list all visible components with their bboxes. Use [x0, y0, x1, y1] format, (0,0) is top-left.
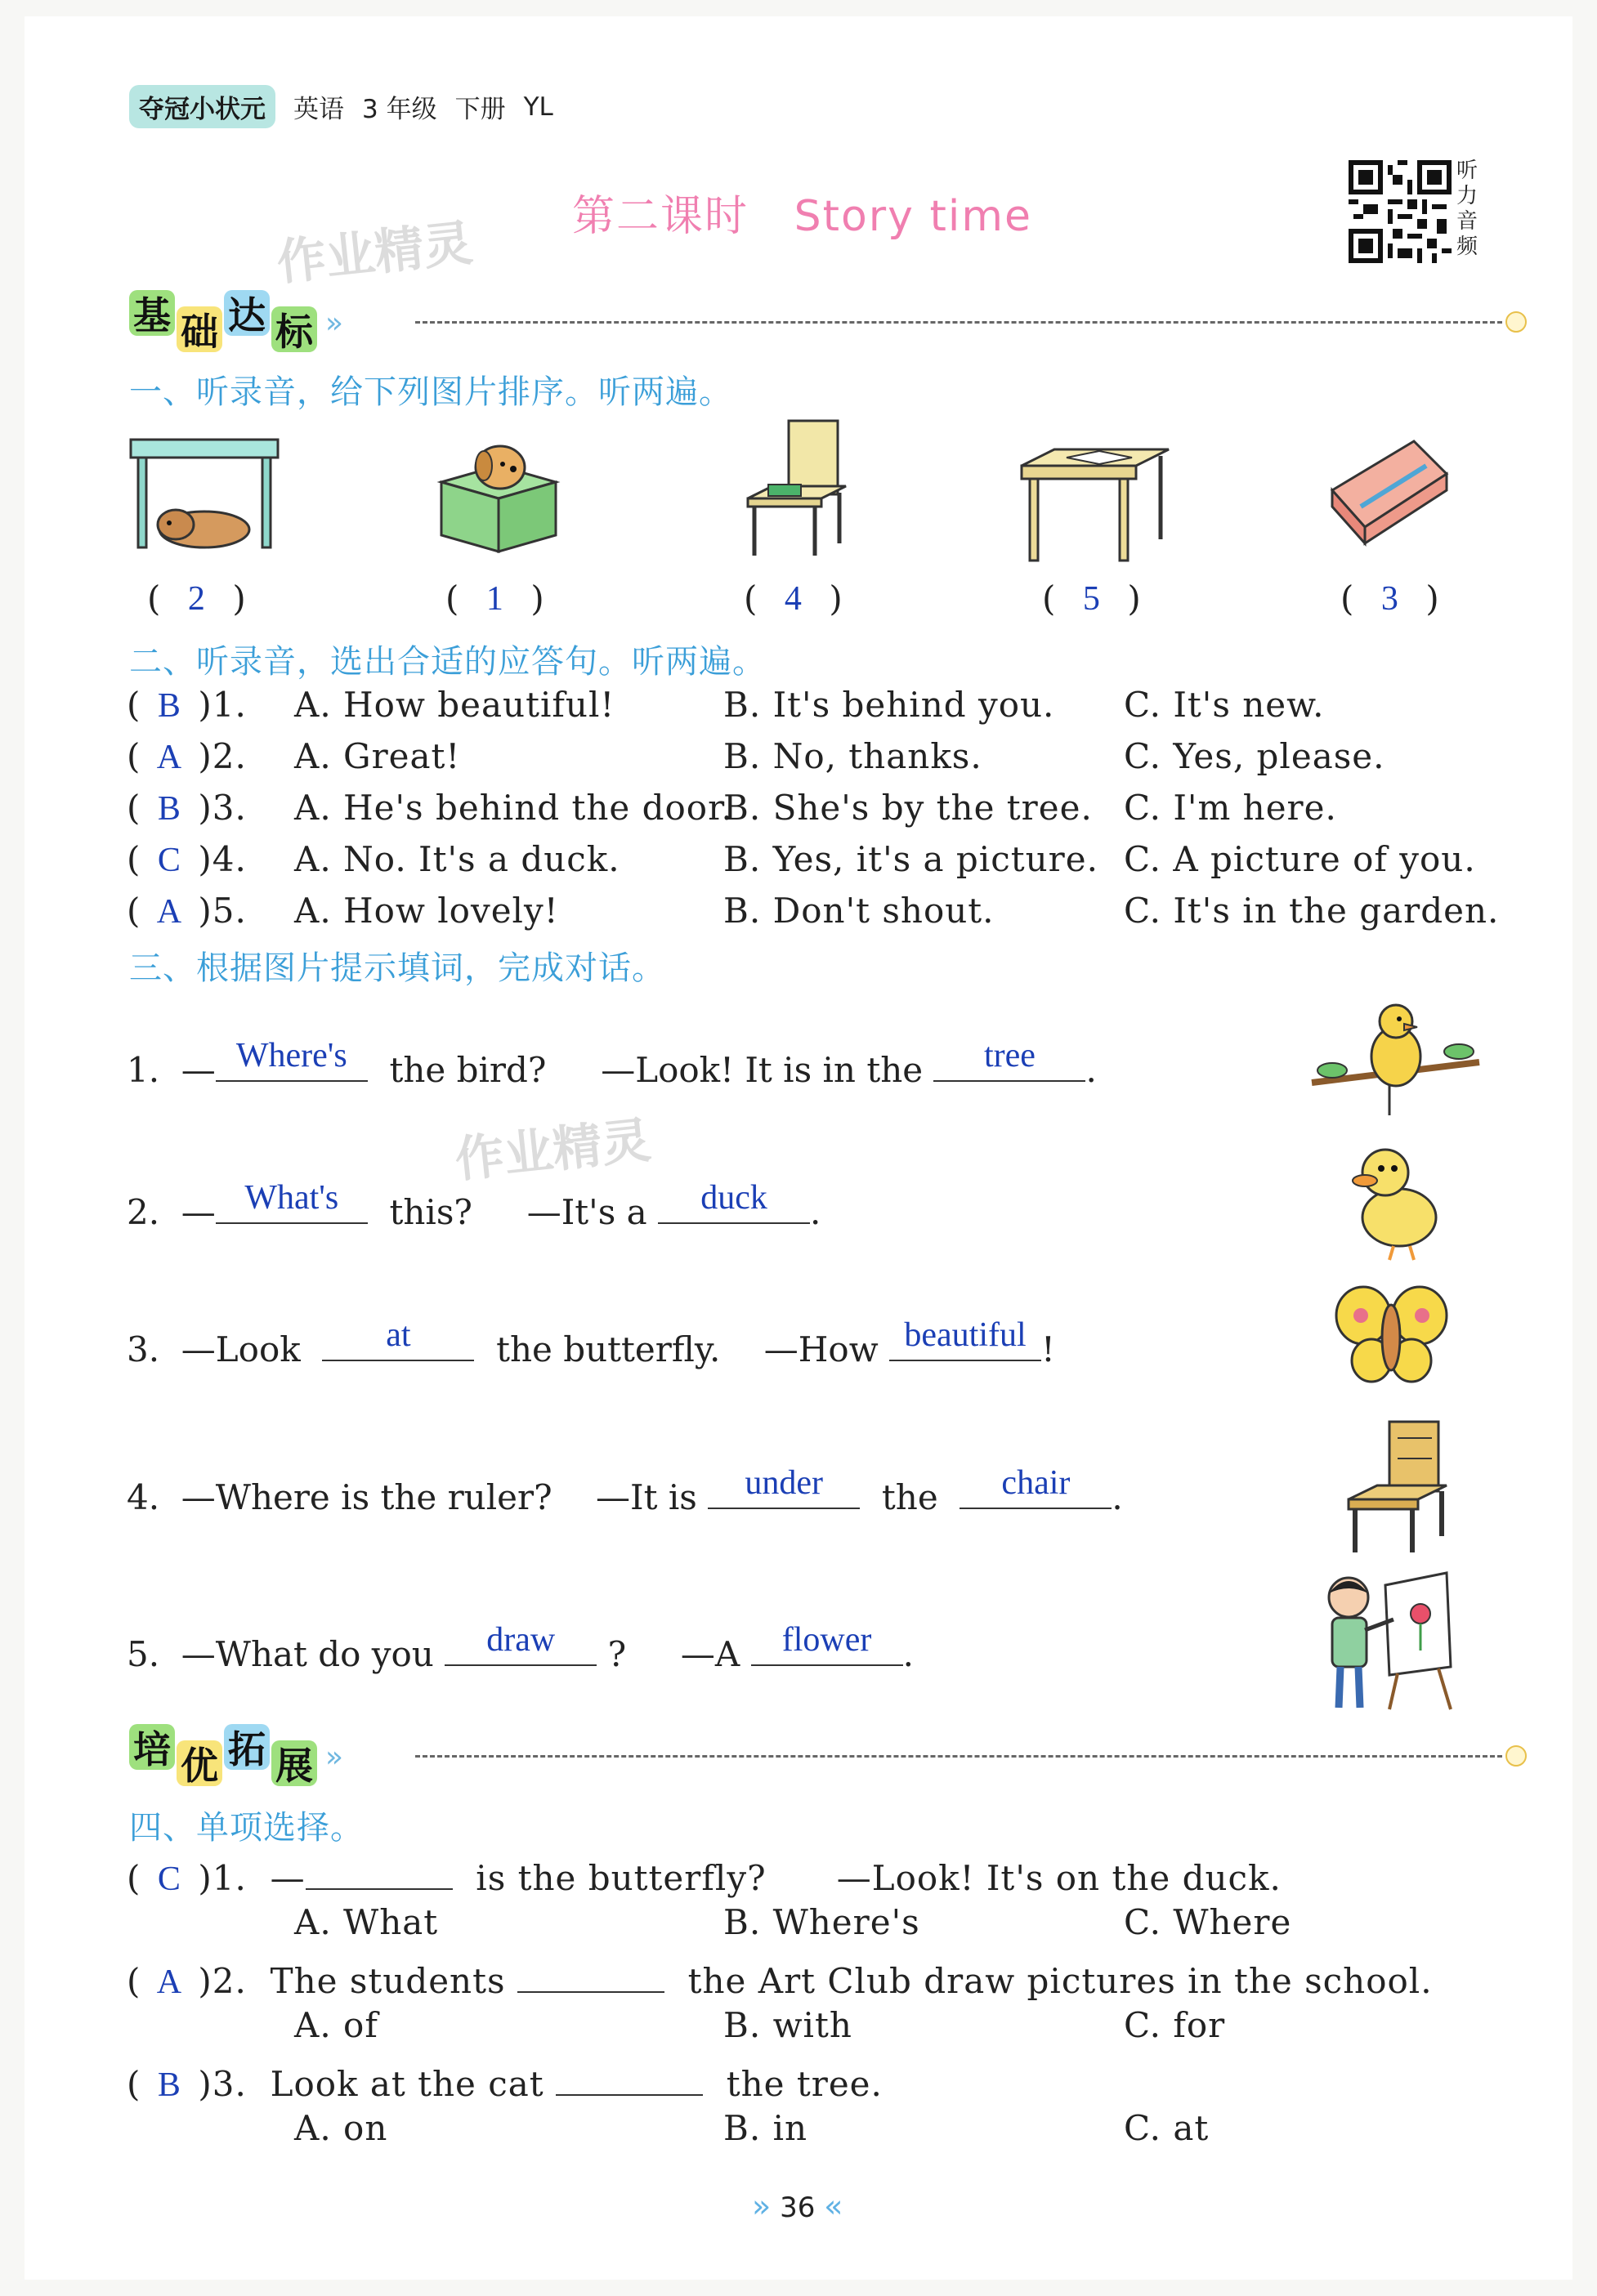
- answer-bracket[interactable]: ( 2 ): [147, 578, 246, 619]
- text: —It is: [596, 1477, 697, 1517]
- question-number: 2.: [127, 1192, 160, 1232]
- text: —Look! It is in the: [601, 1050, 924, 1090]
- text: the butterfly.: [496, 1329, 721, 1369]
- fill-blank[interactable]: [556, 2057, 703, 2096]
- divider: [415, 321, 1502, 324]
- option-b: B. Don't shout.: [723, 891, 995, 931]
- choice-question: ( A )2. The students the Art Club draw pictures in the school.: [127, 1954, 1433, 2002]
- option-c: C. Where: [1124, 1902, 1292, 1942]
- volume-label: 下册: [454, 95, 506, 124]
- page-number: [752, 2188, 843, 2224]
- answer: flower: [781, 1621, 872, 1659]
- butterfly-icon: [1332, 1279, 1451, 1393]
- question-number: )1.: [198, 1858, 247, 1898]
- bird-on-branch-icon: [1308, 993, 1483, 1123]
- double-arrow-icon: »: [752, 2188, 772, 2224]
- section-char: 培: [129, 1724, 175, 1770]
- double-arrow-icon: »: [325, 1740, 336, 1774]
- bullet-icon: [1505, 311, 1527, 333]
- brand-label: 夺冠小状元: [129, 85, 275, 128]
- page-header: [129, 85, 553, 128]
- option-c: C. at: [1124, 2108, 1210, 2148]
- text: .: [1112, 1477, 1123, 1517]
- part2-instruction: 二、听录音，选出合适的应答句。听两遍。: [129, 643, 766, 681]
- fill-blank[interactable]: [708, 1464, 860, 1509]
- answer: under: [745, 1464, 824, 1502]
- answer: Where's: [235, 1037, 347, 1074]
- dialogue-item: [127, 1464, 1123, 1517]
- answer: 2: [187, 579, 205, 618]
- text: .: [1085, 1050, 1097, 1090]
- option-b: B. She's by the tree.: [723, 788, 1093, 828]
- option-c: C. Yes, please.: [1124, 736, 1385, 776]
- answer-bracket[interactable]: ( 4 ): [744, 578, 843, 619]
- section-advanced: [129, 1727, 1551, 1788]
- text: —Look: [181, 1329, 301, 1369]
- option-b: B. No, thanks.: [723, 736, 982, 776]
- answer: tree: [983, 1037, 1036, 1074]
- part4-instruction: 四、单项选择。: [129, 1809, 364, 1847]
- question-number: )3.: [198, 788, 247, 828]
- bullet-icon: [1505, 1745, 1527, 1767]
- part3-instruction: 三、根据图片提示填词，完成对话。: [129, 949, 665, 987]
- answer-bracket[interactable]: ( 3 ): [1340, 578, 1439, 619]
- option-b: B. in: [723, 2108, 808, 2148]
- dialogue-item: [127, 1039, 1097, 1090]
- text: —A: [680, 1634, 740, 1674]
- answer: 3: [1380, 579, 1398, 618]
- text: —What do you: [181, 1634, 434, 1674]
- question-text: the tree.: [726, 2064, 883, 2104]
- dog-under-table-icon: [127, 433, 282, 556]
- answer-bracket[interactable]: ( 5 ): [1042, 578, 1141, 619]
- part1-instruction: 一、听录音，给下列图片排序。听两遍。: [129, 373, 732, 411]
- fill-blank[interactable]: [445, 1621, 597, 1666]
- section-char: 达: [224, 290, 270, 336]
- answer[interactable]: B: [157, 2066, 181, 2104]
- text: —Where is the ruler?: [181, 1477, 552, 1517]
- choice-question: ( C )1. — is the butterfly? —Look! It's on the duck.: [127, 1851, 1282, 1899]
- fill-blank[interactable]: [960, 1464, 1112, 1509]
- question-number: 3.: [127, 1329, 160, 1369]
- question-number: )4.: [198, 839, 247, 879]
- section-char: 展: [271, 1740, 317, 1786]
- answer: 1: [485, 579, 503, 618]
- text: —: [181, 1192, 216, 1232]
- question-text: is the butterfly?: [476, 1858, 767, 1898]
- answer[interactable]: C: [157, 842, 181, 879]
- fill-blank[interactable]: [933, 1039, 1085, 1082]
- section-char: 拓: [224, 1724, 270, 1770]
- text: ?: [607, 1634, 627, 1674]
- section-char: 础: [177, 306, 222, 352]
- option-a: A. How lovely!: [294, 891, 559, 931]
- choice-question: ( B )3. Look at the cat the tree.: [127, 2057, 883, 2105]
- text: .: [902, 1634, 914, 1674]
- fill-blank[interactable]: [658, 1179, 810, 1224]
- answer[interactable]: A: [156, 893, 183, 931]
- divider: [415, 1755, 1502, 1758]
- option-c: C. It's in the garden.: [1124, 891, 1500, 931]
- question-text: the Art Club draw pictures in the school.: [687, 1961, 1433, 2001]
- answer[interactable]: C: [157, 1860, 181, 1898]
- dialogue-item: [127, 1621, 914, 1674]
- answer: duck: [700, 1179, 767, 1217]
- option-a: A. on: [294, 2108, 388, 2148]
- chair-icon: [1340, 1414, 1455, 1557]
- section-char: 标: [271, 306, 317, 352]
- option-c: C. A picture of you.: [1124, 839, 1476, 879]
- question-number: 1.: [127, 1050, 160, 1090]
- answer[interactable]: A: [156, 1963, 183, 2001]
- listening-audio-label: 听力音频: [1456, 159, 1478, 259]
- option-c: C. I'm here.: [1124, 788, 1337, 828]
- option-c: C. It's new.: [1124, 685, 1325, 725]
- question-text: —Look! It's on the duck.: [836, 1858, 1282, 1898]
- answer: 5: [1082, 579, 1100, 618]
- section-char: 基: [129, 290, 175, 336]
- option-a: A. Great!: [294, 736, 461, 776]
- answer[interactable]: A: [156, 739, 183, 776]
- option-b: B. It's behind you.: [723, 685, 1055, 725]
- book-on-chair-icon: [740, 413, 854, 560]
- question-text: Look at the cat: [270, 2064, 544, 2104]
- dog-in-box-icon: [425, 433, 572, 556]
- book-on-desk-icon: [1018, 433, 1173, 564]
- text: —It's a: [526, 1192, 647, 1232]
- page-number-text: 36: [780, 2191, 816, 2224]
- answer: beautiful: [904, 1316, 1027, 1354]
- watermark: 作业精灵: [452, 1111, 654, 1190]
- option-a: A. of: [294, 2005, 378, 2045]
- answer: What's: [244, 1179, 339, 1217]
- pencil-in-pencil-box-icon: [1324, 433, 1455, 556]
- answer[interactable]: B: [157, 790, 181, 828]
- answer[interactable]: B: [157, 687, 181, 725]
- watermark: 作业精灵: [274, 214, 476, 293]
- fill-blank[interactable]: [517, 1954, 664, 1993]
- question-text: The students: [270, 1961, 506, 2001]
- question-number: )5.: [198, 891, 247, 931]
- text: —How: [763, 1329, 879, 1369]
- text: this?: [389, 1192, 472, 1232]
- option-b: B. with: [723, 2005, 852, 2045]
- answer: at: [386, 1316, 411, 1354]
- text: the: [881, 1477, 938, 1517]
- double-arrow-icon: »: [325, 306, 336, 340]
- option-a: A. He's behind the door.: [294, 788, 733, 828]
- answer: draw: [486, 1621, 556, 1659]
- option-b: B. Yes, it's a picture.: [723, 839, 1098, 879]
- answer: chair: [1001, 1464, 1071, 1502]
- question-text: —: [270, 1858, 306, 1898]
- fill-blank[interactable]: [306, 1851, 453, 1890]
- fill-blank[interactable]: [216, 1179, 368, 1224]
- fill-blank[interactable]: [751, 1621, 903, 1666]
- text: —: [181, 1050, 216, 1090]
- lesson-title: 第二课时 Story time: [572, 192, 1032, 241]
- duck-icon: [1349, 1136, 1447, 1262]
- dialogue-item: [127, 1179, 821, 1232]
- fill-blank[interactable]: [322, 1316, 474, 1361]
- answer-bracket[interactable]: ( 1 ): [445, 578, 544, 619]
- section-char: 优: [177, 1740, 222, 1786]
- dialogue-item: [127, 1316, 1055, 1369]
- subject-label: 英语: [293, 95, 344, 124]
- question-number: 4.: [127, 1477, 160, 1517]
- question-number: )2.: [198, 736, 247, 776]
- qr-code-icon[interactable]: [1349, 160, 1452, 263]
- question-number: )3.: [198, 2064, 247, 2104]
- grade-label: 3 年级: [362, 95, 437, 124]
- section-basic: [129, 293, 1551, 354]
- option-a: A. How beautiful!: [294, 685, 615, 725]
- question-number: 5.: [127, 1634, 160, 1674]
- option-c: C. for: [1124, 2005, 1226, 2045]
- text: !: [1041, 1329, 1055, 1369]
- edition-label: YL: [523, 92, 553, 122]
- question-number: )1.: [198, 685, 247, 725]
- fill-blank[interactable]: [889, 1316, 1041, 1361]
- double-arrow-icon: «: [824, 2188, 843, 2224]
- answer: 4: [784, 579, 802, 618]
- text: the bird?: [389, 1050, 547, 1090]
- fill-blank[interactable]: [216, 1039, 368, 1082]
- boy-drawing-flower-icon: [1316, 1569, 1463, 1712]
- option-a: A. No. It's a duck.: [294, 839, 620, 879]
- option-a: A. What: [294, 1902, 439, 1942]
- text: .: [810, 1192, 821, 1232]
- question-number: )2.: [198, 1961, 247, 2001]
- option-b: B. Where's: [723, 1902, 920, 1942]
